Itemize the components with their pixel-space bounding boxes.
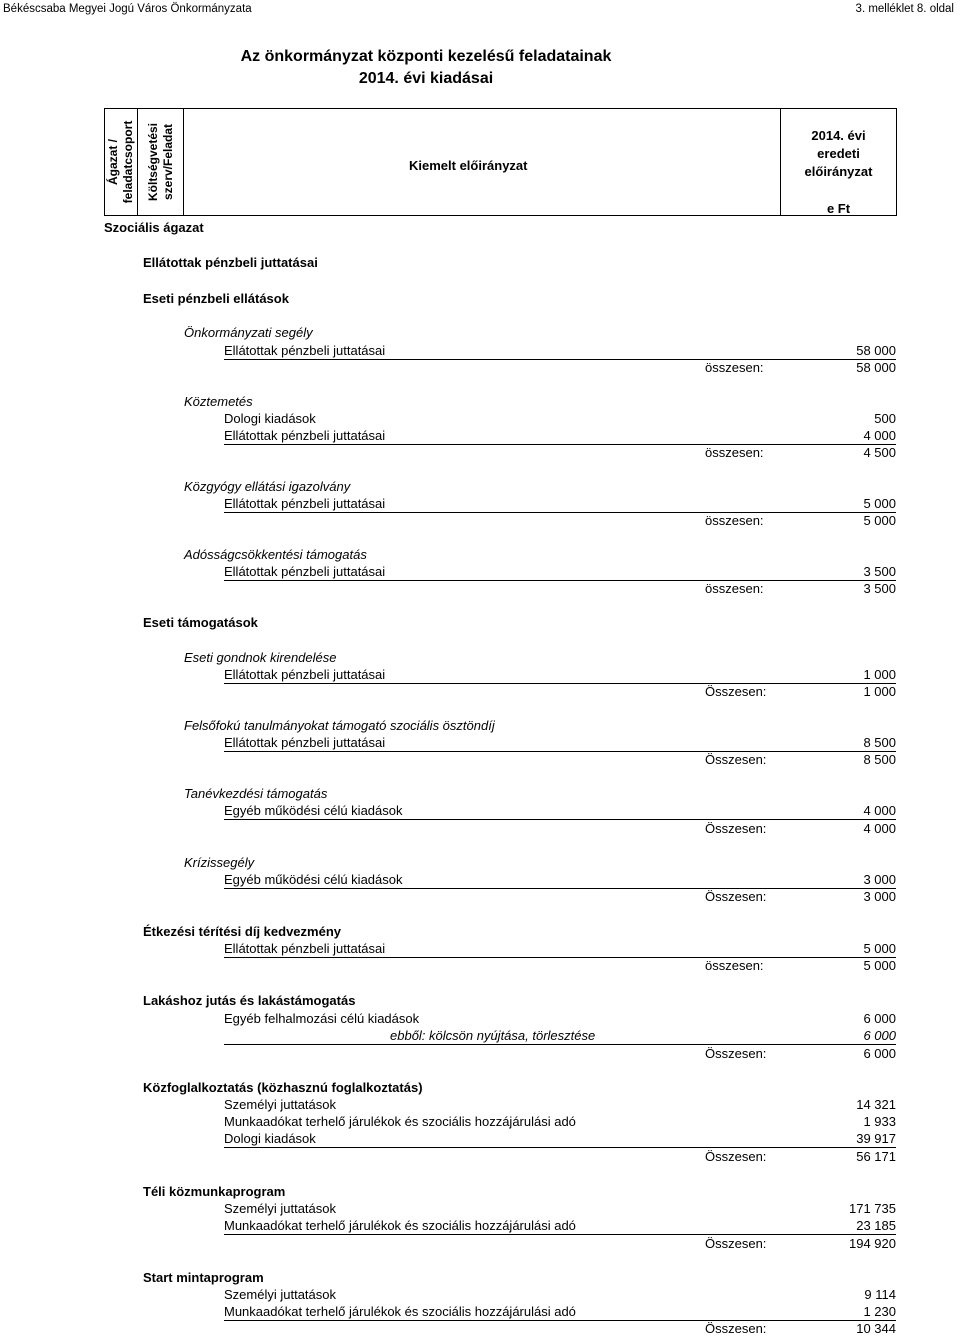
subtotal-row bbox=[705, 820, 896, 837]
subtotal-row bbox=[705, 1320, 896, 1337]
subtotal-row bbox=[705, 1148, 896, 1165]
line-item-row bbox=[224, 563, 896, 581]
line-item-row bbox=[224, 734, 896, 752]
line-item-row bbox=[224, 1286, 896, 1303]
subtotal-value: 1 000 bbox=[863, 684, 896, 699]
line-item-value: 5 000 bbox=[863, 941, 896, 956]
line-item-value: 23 185 bbox=[856, 1218, 896, 1233]
subtotal-value: 3 000 bbox=[863, 889, 896, 904]
line-item-value: 171 735 bbox=[849, 1201, 896, 1216]
section-heading: Eseti támogatások bbox=[143, 615, 258, 630]
subsection-heading: Adósságcsökkentési támogatás bbox=[184, 547, 367, 562]
subtotal-value: 6 000 bbox=[863, 1046, 896, 1061]
line-item-value: 4 000 bbox=[863, 428, 896, 443]
subtotal-label: Összesen: bbox=[705, 684, 767, 699]
column-header-eredeti-line2: eredeti bbox=[817, 146, 860, 161]
section-heading: Start mintaprogram bbox=[143, 1270, 264, 1285]
line-item-value: 1 933 bbox=[863, 1114, 896, 1129]
subtotal-row bbox=[705, 444, 896, 461]
section-heading: Közfoglalkoztatás (közhasznú foglalkoztatás) bbox=[143, 1080, 423, 1095]
subtotal-label: Összesen: bbox=[705, 752, 767, 767]
subtotal-row bbox=[705, 1045, 896, 1062]
sector-title: Szociális ágazat bbox=[104, 220, 204, 235]
column-header-agazat-label: Ágazat / feladatcsoport bbox=[106, 120, 135, 204]
subtotal-value: 10 344 bbox=[856, 1321, 896, 1336]
line-item-value: 3 000 bbox=[863, 872, 896, 887]
page-title: Az önkormányzat központi kezelésű feladatainak bbox=[240, 48, 612, 65]
subtotal-value: 3 500 bbox=[863, 581, 896, 596]
section-heading: Lakáshoz jutás és lakástámogatás bbox=[143, 993, 356, 1008]
column-header-box bbox=[104, 108, 897, 216]
line-item-label: ebből: kölcsön nyújtása, törlesztése bbox=[390, 1028, 596, 1043]
subsection-heading: Krízissegély bbox=[184, 855, 255, 870]
line-item-label: Egyéb felhalmozási célú kiadások bbox=[224, 1011, 420, 1026]
subtotal-label: Összesen: bbox=[705, 1236, 767, 1251]
subtotal-value: 4 000 bbox=[863, 821, 896, 836]
section-heading: Eseti pénzbeli ellátások bbox=[143, 291, 289, 306]
column-header-eredeti-line1: 2014. évi bbox=[811, 128, 866, 143]
subtotal-value: 5 000 bbox=[863, 958, 896, 973]
subtotal-label: összesen: bbox=[705, 445, 764, 460]
line-item-label: Ellátottak pénzbeli juttatásai bbox=[224, 564, 386, 579]
column-header-koltsegvetesi-label: Költségvetési szerv/Feladat bbox=[145, 122, 175, 202]
line-item-row bbox=[224, 1200, 896, 1217]
line-item-value: 6 000 bbox=[863, 1028, 896, 1043]
column-header-kiemelt bbox=[184, 109, 781, 215]
line-item-label: Ellátottak pénzbeli juttatásai bbox=[224, 343, 386, 358]
line-item-label: Munkaadókat terhelő járulékok és szociális hozzájárulási adó bbox=[224, 1114, 576, 1129]
column-header-eredeti-line3: előirányzat bbox=[804, 164, 873, 179]
line-item-row bbox=[224, 871, 896, 889]
line-item-label: Ellátottak pénzbeli juttatásai bbox=[224, 941, 386, 956]
subtotal-label: összesen: bbox=[705, 360, 764, 375]
line-item-row bbox=[224, 1130, 896, 1148]
line-item-row bbox=[224, 1303, 896, 1321]
line-item-label: Egyéb működési célú kiadások bbox=[224, 872, 403, 887]
line-item-value: 4 000 bbox=[863, 803, 896, 818]
line-item-row bbox=[224, 940, 896, 958]
column-header-kiemelt-label: Kiemelt előirányzat bbox=[409, 158, 528, 173]
line-item-row bbox=[224, 427, 896, 445]
subsection-heading: Önkormányzati segély bbox=[184, 325, 313, 340]
line-item-value: 8 500 bbox=[863, 735, 896, 750]
line-item-row bbox=[224, 1010, 896, 1027]
line-item-row bbox=[224, 410, 896, 427]
subtotal-row bbox=[705, 683, 896, 700]
line-item-row bbox=[224, 495, 896, 513]
line-item-row bbox=[224, 1113, 896, 1130]
line-item-label: Egyéb működési célú kiadások bbox=[224, 803, 403, 818]
line-item-row bbox=[224, 802, 896, 820]
line-item-label: Ellátottak pénzbeli juttatásai bbox=[224, 735, 386, 750]
line-item-label: Munkaadókat terhelő járulékok és szociális hozzájárulási adó bbox=[224, 1218, 576, 1233]
line-item-row bbox=[224, 1217, 896, 1235]
subtotal-value: 5 000 bbox=[863, 513, 896, 528]
line-item-value: 3 500 bbox=[863, 564, 896, 579]
subtotal-row bbox=[705, 359, 896, 376]
subsection-heading: Tanévkezdési támogatás bbox=[184, 786, 328, 801]
section-heading: Étkezési térítési díj kedvezmény bbox=[143, 924, 341, 939]
line-item-row bbox=[224, 666, 896, 684]
subtotal-row bbox=[705, 751, 896, 768]
line-item-label: Személyi juttatások bbox=[224, 1287, 336, 1302]
document-header-right: 3. melléklet 8. oldal bbox=[855, 3, 954, 15]
line-item-value: 1 000 bbox=[863, 667, 896, 682]
subtotal-value: 194 920 bbox=[849, 1236, 896, 1251]
line-item-value: 14 321 bbox=[856, 1097, 896, 1112]
subtotal-row bbox=[705, 512, 896, 529]
subtotal-row bbox=[705, 957, 896, 974]
line-item-label: Ellátottak pénzbeli juttatásai bbox=[224, 496, 386, 511]
column-header-agazat bbox=[105, 109, 138, 215]
subtotal-label: összesen: bbox=[705, 581, 764, 596]
subtotal-value: 58 000 bbox=[856, 360, 896, 375]
line-item-label: Dologi kiadások bbox=[224, 411, 316, 426]
line-item-label: Ellátottak pénzbeli juttatásai bbox=[224, 667, 386, 682]
subtotal-label: összesen: bbox=[705, 958, 764, 973]
line-item-value: 5 000 bbox=[863, 496, 896, 511]
column-header-koltsegvetesi bbox=[138, 109, 184, 215]
line-item-row bbox=[224, 342, 896, 360]
line-item-value: 9 114 bbox=[864, 1287, 896, 1302]
line-item-value: 6 000 bbox=[863, 1011, 896, 1026]
subtotal-value: 4 500 bbox=[863, 445, 896, 460]
line-item-value: 500 bbox=[874, 411, 896, 426]
subsection-heading: Eseti gondnok kirendelése bbox=[184, 650, 337, 665]
line-item-value: 1 230 bbox=[863, 1304, 896, 1319]
document-header-left: Békéscsaba Megyei Jogú Város Önkormányzata bbox=[3, 3, 252, 15]
subtotal-row bbox=[705, 888, 896, 905]
subtotal-label: Összesen: bbox=[705, 1149, 767, 1164]
subtotal-value: 8 500 bbox=[863, 752, 896, 767]
subtotal-value: 56 171 bbox=[856, 1149, 896, 1164]
subtotal-row bbox=[705, 1235, 896, 1252]
line-item-label: Személyi juttatások bbox=[224, 1097, 336, 1112]
column-header-eredeti bbox=[781, 127, 896, 181]
line-item-value: 39 917 bbox=[856, 1131, 896, 1146]
subtotal-label: Összesen: bbox=[705, 889, 767, 904]
subsection-heading: Felsőfokú tanulmányokat támogató szociális ösztöndíj bbox=[184, 718, 495, 733]
subsection-heading: Köztemetés bbox=[184, 394, 253, 409]
subtotal-row bbox=[705, 580, 896, 597]
line-item-label: Munkaadókat terhelő járulékok és szociális hozzájárulási adó bbox=[224, 1304, 576, 1319]
subsection-heading: Közgyógy ellátási igazolvány bbox=[184, 479, 351, 494]
column-header-unit: e Ft bbox=[826, 201, 851, 216]
line-item-label: Dologi kiadások bbox=[224, 1131, 316, 1146]
detail-row bbox=[224, 1027, 896, 1045]
subtotal-label: Összesen: bbox=[705, 1321, 767, 1336]
line-item-row bbox=[224, 1096, 896, 1113]
line-item-label: Személyi juttatások bbox=[224, 1201, 336, 1216]
subtotal-label: Összesen: bbox=[705, 821, 767, 836]
page-subtitle: 2014. évi kiadásai bbox=[358, 70, 494, 87]
line-item-label: Ellátottak pénzbeli juttatásai bbox=[224, 428, 386, 443]
subtotal-label: Összesen: bbox=[705, 1046, 767, 1061]
subtotal-label: összesen: bbox=[705, 513, 764, 528]
line-item-value: 58 000 bbox=[856, 343, 896, 358]
section-heading: Ellátottak pénzbeli juttatásai bbox=[143, 255, 318, 270]
section-heading: Téli közmunkaprogram bbox=[143, 1184, 286, 1199]
